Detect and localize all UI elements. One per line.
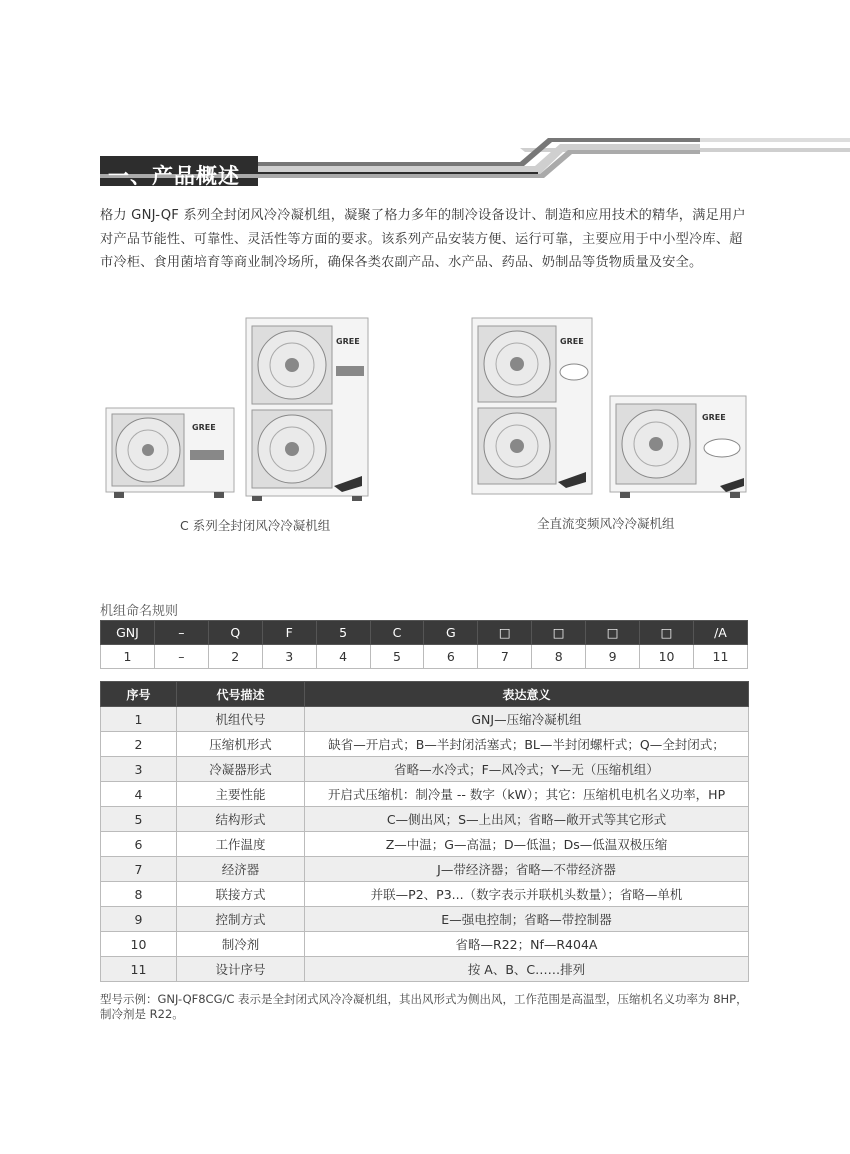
naming-code-cell: □ [640,621,694,645]
naming-number-cell: 6 [424,645,478,669]
svg-text:GREE: GREE [560,337,584,346]
row-description: 冷凝器形式 [177,757,305,782]
header-meaning: 表达意义 [305,682,749,707]
naming-code-cell: □ [586,621,640,645]
naming-code-cell: – [154,621,208,645]
naming-code-cell: GNJ [101,621,155,645]
product-image-c-series [104,316,372,502]
table-row [101,832,749,857]
row-index: 9 [101,907,177,932]
naming-rule-title: 机组命名规则 [100,604,179,619]
naming-number-cell: 3 [262,645,316,669]
naming-number-cell: 4 [316,645,370,669]
naming-code-cell: □ [532,621,586,645]
product-image-dc-inverter [470,316,750,502]
row-description: 经济器 [177,857,305,882]
row-index: 3 [101,757,177,782]
naming-number-cell: 7 [478,645,532,669]
svg-text:GREE: GREE [192,423,216,432]
row-description: 机组代号 [177,707,305,732]
svg-text:GREE: GREE [702,413,726,422]
table-row [101,782,749,807]
product-caption-dc-inverter: 全直流变频风冷冷凝机组 [537,516,675,531]
row-index: 10 [101,932,177,957]
row-description: 工作温度 [177,832,305,857]
row-meaning: 并联—P2、P3...（数字表示并联机头数量）；省略—单机 [305,882,749,907]
row-index: 1 [101,707,177,732]
row-meaning: E—强电控制；省略—带控制器 [305,907,749,932]
naming-code-cell: C [370,621,424,645]
intro-paragraph: 格力 GNJ-QF 系列全封闭风冷冷凝机组，凝聚了格力多年的制冷设备设计、制造和应用技术的精华，满足用户对产品节能性、可靠性、灵活性等方面的要求。该系列产品安装方便、运行可靠，主要应用于中小型冷库、超市冷柜、食用菌培育等商业制冷场所，确保各类农副产品、水产品、药品、奶制品等货物质量及安全。 [100,208,746,270]
naming-code-cell: 5 [316,621,370,645]
row-meaning: 按 A、B、C……排列 [305,957,749,982]
code-meaning-table [100,681,749,982]
row-meaning: J—带经济器；省略—不带经济器 [305,857,749,882]
row-meaning: 缺省—开启式；B—半封闭活塞式；BL—半封闭螺杆式；Q—全封闭式； [305,732,749,757]
row-description: 设计序号 [177,957,305,982]
table-row [101,882,749,907]
naming-code-cell: □ [478,621,532,645]
table-row [101,807,749,832]
naming-number-cell: 9 [586,645,640,669]
naming-number-cell: – [154,645,208,669]
table-row [101,732,749,757]
row-meaning: GNJ—压缩冷凝机组 [305,707,749,732]
svg-text:GREE: GREE [336,337,360,346]
table-row [101,907,749,932]
naming-code-cell: Q [208,621,262,645]
row-meaning: 省略—水冷式；F—风冷式；Y—无（压缩机组） [305,757,749,782]
row-meaning: 开启式压缩机：制冷量 -- 数字（kW）；其它：压缩机电机名义功率，HP [305,782,749,807]
row-description: 控制方式 [177,907,305,932]
row-index: 8 [101,882,177,907]
naming-code-cell: G [424,621,478,645]
naming-code-cell: F [262,621,316,645]
naming-number-cell: 5 [370,645,424,669]
row-index: 4 [101,782,177,807]
header-index: 序号 [101,682,177,707]
naming-number-cell: 1 [101,645,155,669]
code-table-header [101,682,749,707]
product-caption-c-series: C 系列全封闭风冷冷凝机组 [180,518,331,533]
model-example-footnote: 型号示例：GNJ-QF8CG/C 表示是全封闭式风冷冷凝机组，其出风形式为侧出风，工作范围是高温型，压缩机名义功率为 8HP，制冷剂是 R22。 [100,992,748,1021]
naming-number-cell: 11 [693,645,747,669]
row-index: 11 [101,957,177,982]
table-row [101,957,749,982]
naming-number-cell: 8 [532,645,586,669]
naming-number-cell: 10 [640,645,694,669]
row-description: 主要性能 [177,782,305,807]
table-row [101,757,749,782]
naming-number-row [101,645,748,669]
naming-code-row [101,621,748,645]
row-meaning: C—侧出风；S—上出风；省略—敞开式等其它形式 [305,807,749,832]
table-row [101,707,749,732]
naming-number-cell: 2 [208,645,262,669]
row-index: 2 [101,732,177,757]
table-row [101,932,749,957]
row-description: 联接方式 [177,882,305,907]
section-title: 一、产品概述 [108,164,240,188]
header-code-description: 代号描述 [177,682,305,707]
row-index: 7 [101,857,177,882]
row-description: 压缩机形式 [177,732,305,757]
table-row [101,857,749,882]
naming-rule-table [100,620,748,669]
row-description: 制冷剂 [177,932,305,957]
row-description: 结构形式 [177,807,305,832]
row-index: 6 [101,832,177,857]
row-meaning: Z—中温；G—高温；D—低温；Ds—低温双极压缩 [305,832,749,857]
row-index: 5 [101,807,177,832]
naming-code-cell: /A [693,621,747,645]
row-meaning: 省略—R22；Nf—R404A [305,932,749,957]
